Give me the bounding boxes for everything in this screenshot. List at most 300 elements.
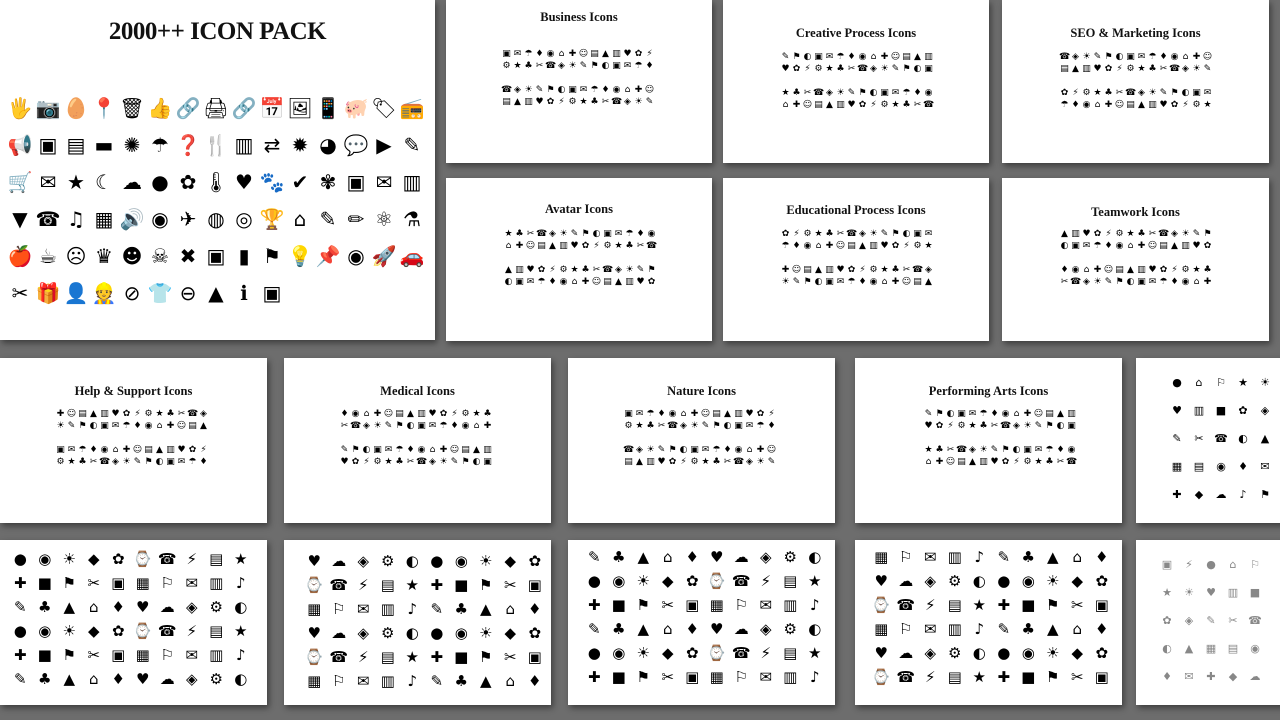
set-icon: ⚡ xyxy=(924,596,936,614)
mini-icon: ▤ xyxy=(1126,100,1135,110)
set-icon: ◐ xyxy=(234,598,248,616)
pack-icon: ◉ xyxy=(151,207,169,231)
mini-icon: ▲ xyxy=(636,457,643,467)
set-icon: ▤ xyxy=(947,668,962,686)
set-icon: ✎ xyxy=(430,600,444,618)
mini-icon: ☎ xyxy=(99,457,111,467)
mini-icon: ♦ xyxy=(657,409,666,419)
card-avatar[interactable] xyxy=(446,178,712,341)
set-icon: ▥ xyxy=(209,646,224,664)
mini-icon: ✉ xyxy=(745,421,754,431)
mini-icon: ⚙ xyxy=(913,241,922,251)
set-icon: ⚑ xyxy=(62,646,76,664)
set-icon: ⌚ xyxy=(707,644,727,662)
set-icon: ⚡ xyxy=(924,668,936,686)
mini-icon: ♦ xyxy=(89,445,98,455)
pack-icon: ✈ xyxy=(179,207,197,231)
mini-icon: ◈ xyxy=(1083,277,1090,287)
mini-icon: ✚ xyxy=(781,265,790,275)
card-icons-c[interactable] xyxy=(568,540,835,705)
pack-icon: ▦ xyxy=(94,207,114,231)
set-icon: ♦ xyxy=(1095,548,1109,566)
mini-icon: ◐ xyxy=(679,445,688,455)
mini-icon: ✚ xyxy=(880,52,889,62)
mini-icon: ✎ xyxy=(990,445,999,455)
set-icon: ▦ xyxy=(874,548,889,566)
set-icon: ⌂ xyxy=(1195,376,1203,389)
mini-icon: ⌂ xyxy=(782,100,789,110)
mini-icon: ▥ xyxy=(417,409,426,419)
mini-icon: ◈ xyxy=(363,421,370,431)
set-icon: ⌂ xyxy=(88,670,99,688)
mini-icon: ✿ xyxy=(847,265,856,275)
set-icon: ☁ xyxy=(1249,670,1261,683)
mini-icon: ⌂ xyxy=(473,421,480,431)
set-icon: ◉ xyxy=(454,552,468,570)
mini-icon: ◉ xyxy=(144,421,153,431)
mini-icon: ▣ xyxy=(568,85,577,95)
mini-icon: ✉ xyxy=(384,445,393,455)
set-icon: ▣ xyxy=(1094,596,1109,614)
pack-icon: 👕 xyxy=(147,281,173,305)
mini-icon: ▣ xyxy=(603,229,612,239)
mini-icon: ☺ xyxy=(525,241,536,251)
mini-icon: ♦ xyxy=(1159,52,1168,62)
mini-icon: ◐ xyxy=(1115,52,1124,62)
set-icon: ✚ xyxy=(1172,488,1182,501)
pack-icon: ⚗ xyxy=(403,207,421,231)
mini-icon: ▤ xyxy=(847,241,856,251)
mini-icon: ⚙ xyxy=(957,421,966,431)
mini-icon: ✎ xyxy=(133,457,142,467)
set-icon: ▥ xyxy=(380,672,395,690)
mini-icon: ▥ xyxy=(825,265,834,275)
pack-icon: ❓ xyxy=(175,133,201,157)
set-icon: ✚ xyxy=(997,596,1011,614)
set-icon: ✿ xyxy=(1162,614,1172,627)
set-icon: ⚑ xyxy=(636,668,650,686)
mini-icon: ✿ xyxy=(581,241,590,251)
set-icon: ▥ xyxy=(783,596,798,614)
mini-icon: ▥ xyxy=(625,277,634,287)
set-icon: ✿ xyxy=(111,622,125,640)
set-icon: ✿ xyxy=(1095,572,1109,590)
card-icon-grid xyxy=(623,410,777,470)
mini-icon: ♦ xyxy=(792,241,801,251)
set-icon: ✂ xyxy=(1228,614,1238,627)
mini-icon: ★ xyxy=(1034,457,1043,467)
pack-icon: 👤 xyxy=(63,281,89,305)
pack-icon: 👍 xyxy=(147,96,173,120)
mini-icon: ★ xyxy=(579,97,588,107)
set-icon: ★ xyxy=(405,576,419,594)
set-icon: ☀ xyxy=(1260,376,1270,389)
mini-icon: ▲ xyxy=(1057,409,1064,419)
pack-icon: 📅 xyxy=(259,96,285,120)
mini-icon: ▤ xyxy=(957,457,966,467)
pack-icon: ✉ xyxy=(375,170,393,194)
mini-icon: ✉ xyxy=(968,409,977,419)
mini-icon: ✂ xyxy=(535,61,544,71)
set-icon: ♦ xyxy=(111,598,125,616)
mini-icon: ♦ xyxy=(601,85,610,95)
mini-icon: ◐ xyxy=(814,277,823,287)
set-icon: ● xyxy=(430,624,444,642)
mini-icon: ✂ xyxy=(89,457,98,467)
mini-icon: ✿ xyxy=(1203,241,1212,251)
mini-icon: ★ xyxy=(67,457,76,467)
set-icon: ☀ xyxy=(1046,644,1060,662)
mini-icon: ✎ xyxy=(1192,229,1201,239)
set-icon: ☎ xyxy=(731,644,751,662)
mini-icon: ✉ xyxy=(825,52,834,62)
set-icon: ◐ xyxy=(234,670,248,688)
pack-icon: 🏷 xyxy=(371,96,397,120)
set-icon: ◆ xyxy=(504,552,517,570)
set-icon: ✂ xyxy=(661,596,675,614)
mini-icon: ▤ xyxy=(78,409,87,419)
pack-icon: 📱 xyxy=(315,96,341,120)
mini-icon: ♥ xyxy=(836,265,845,275)
set-icon: ♥ xyxy=(710,548,724,566)
card-medical[interactable] xyxy=(284,358,551,523)
mini-icon: ★ xyxy=(1203,100,1212,110)
mini-icon: ☎ xyxy=(545,61,557,71)
mini-icon: ⚡ xyxy=(680,457,687,467)
pack-icon: ▣ xyxy=(38,133,58,157)
set-icon: ◉ xyxy=(612,644,626,662)
set-icon: ◈ xyxy=(1184,614,1194,627)
set-icon: ♥ xyxy=(307,624,321,642)
mini-icon: ✉ xyxy=(513,49,522,59)
set-icon: ◆ xyxy=(1228,670,1238,683)
mini-icon: ◈ xyxy=(624,97,631,107)
mini-icon: ♥ xyxy=(111,409,120,419)
mini-icon: ◐ xyxy=(89,421,98,431)
mini-icon: ♣ xyxy=(625,241,634,251)
mini-icon: ✚ xyxy=(1203,277,1212,287)
set-icon: ✚ xyxy=(587,596,601,614)
card-help-support[interactable] xyxy=(0,358,267,523)
mini-icon: ▲ xyxy=(156,445,163,455)
set-icon: ☎ xyxy=(1214,432,1228,445)
card-icon-grid xyxy=(503,230,657,290)
hero-card[interactable] xyxy=(0,0,435,340)
set-icon: ◆ xyxy=(87,550,100,568)
mini-icon: ◈ xyxy=(200,409,207,419)
pack-icon: 🎁 xyxy=(35,281,61,305)
mini-icon: ⚙ xyxy=(56,457,65,467)
mini-icon: ◐ xyxy=(803,52,812,62)
mini-icon: ✂ xyxy=(406,457,415,467)
mini-icon: ✎ xyxy=(792,277,801,287)
mini-icon: ⚙ xyxy=(814,64,823,74)
set-icon: ✎ xyxy=(587,548,601,566)
set-icon: ◈ xyxy=(357,624,370,642)
card-business[interactable] xyxy=(446,0,712,163)
set-icon: ⚐ xyxy=(899,548,913,566)
set-icon: ▤ xyxy=(783,572,798,590)
mini-icon: ⚑ xyxy=(144,457,153,467)
mini-icon: ✉ xyxy=(579,85,588,95)
pack-icon: 📷 xyxy=(35,96,61,120)
mini-icon: ☺ xyxy=(766,445,777,455)
set-icon: ♪ xyxy=(809,596,820,614)
set-icon: ♣ xyxy=(1021,620,1035,638)
mini-icon: ▣ xyxy=(1126,52,1135,62)
mini-icon: ♥ xyxy=(880,241,889,251)
mini-icon: ⚙ xyxy=(1023,457,1032,467)
set-icon: ✿ xyxy=(528,624,542,642)
pack-icon: ✹ xyxy=(291,133,309,157)
mini-icon: ⚡ xyxy=(859,265,866,275)
mini-icon: ✂ xyxy=(990,421,999,431)
mini-icon: ◐ xyxy=(913,64,922,74)
mini-icon: ◐ xyxy=(1012,445,1021,455)
set-icon: ✿ xyxy=(685,572,699,590)
mini-icon: ★ xyxy=(513,61,522,71)
mini-icon: ⚡ xyxy=(1013,457,1020,467)
card-title: Educational Process Icons xyxy=(786,203,926,217)
mini-icon: ◐ xyxy=(406,421,415,431)
set-icon: ♦ xyxy=(685,548,699,566)
set-icon: ⌂ xyxy=(1072,620,1083,638)
card-partial-right[interactable] xyxy=(1136,358,1280,523)
mini-icon: ♦ xyxy=(406,445,415,455)
set-icon: ⚐ xyxy=(1250,558,1260,571)
mini-icon: ▥ xyxy=(924,52,933,62)
pack-icon: 🐖 xyxy=(343,96,369,120)
mini-icon: ⚑ xyxy=(1203,229,1212,239)
mini-icon: ◐ xyxy=(1181,88,1190,98)
set-icon: ✎ xyxy=(430,672,444,690)
set-icon: ☀ xyxy=(636,572,650,590)
mini-icon: ✉ xyxy=(623,61,632,71)
mini-icon: ⚡ xyxy=(200,445,207,455)
set-icon: ♥ xyxy=(136,670,150,688)
mini-icon: ♥ xyxy=(428,409,437,419)
pack-icon: 🖨 xyxy=(203,96,229,120)
pack-icon: 🐾 xyxy=(259,170,285,194)
set-icon: ⚙ xyxy=(783,548,797,566)
set-icon: ♦ xyxy=(685,620,699,638)
mini-icon: ♥ xyxy=(1148,265,1157,275)
mini-icon: ☎ xyxy=(623,445,635,455)
set-icon: ▣ xyxy=(685,668,700,686)
pack-icon: ☻ xyxy=(121,244,143,268)
mini-icon: ▣ xyxy=(1192,88,1201,98)
mini-icon: ✿ xyxy=(188,445,197,455)
mini-icon: ✎ xyxy=(535,85,544,95)
card-educational-process[interactable] xyxy=(723,178,989,341)
set-icon: ☎ xyxy=(329,648,349,666)
card-seo-marketing[interactable] xyxy=(1002,0,1269,163)
card-teamwork[interactable] xyxy=(1002,178,1269,341)
card-creative-process[interactable] xyxy=(723,0,989,163)
set-icon: ▦ xyxy=(1171,460,1183,473)
mini-icon: ☺ xyxy=(591,277,602,287)
mini-icon: ▤ xyxy=(395,409,404,419)
set-icon: ⚑ xyxy=(62,574,76,592)
mini-icon: ★ xyxy=(472,409,481,419)
mini-icon: ▲ xyxy=(724,409,731,419)
mini-icon: ☀ xyxy=(836,88,845,98)
mini-icon: ☀ xyxy=(869,229,878,239)
mini-icon: ☀ xyxy=(524,85,533,95)
mini-icon: ▤ xyxy=(913,277,922,287)
set-icon: ▥ xyxy=(1193,404,1205,417)
card-nature[interactable] xyxy=(568,358,835,523)
set-icon: ✉ xyxy=(759,596,773,614)
set-icon: ▥ xyxy=(947,548,962,566)
set-icon: ⚡ xyxy=(760,572,772,590)
set-icon: ♪ xyxy=(235,646,246,664)
mini-icon: ⚑ xyxy=(1104,52,1113,62)
set-icon: ✉ xyxy=(356,672,370,690)
mini-icon: ⌂ xyxy=(363,409,370,419)
mini-icon: ⌂ xyxy=(112,445,119,455)
pack-icon: ✔ xyxy=(291,170,309,194)
mini-icon: ☺ xyxy=(1033,409,1044,419)
mini-icon: ✎ xyxy=(924,409,933,419)
mini-icon: ☎ xyxy=(1070,277,1082,287)
mini-icon: ☀ xyxy=(439,457,448,467)
set-icon: ☁ xyxy=(898,572,914,590)
mini-icon: ♦ xyxy=(645,61,654,71)
card-icons-d[interactable] xyxy=(855,540,1122,705)
mini-icon: ◈ xyxy=(969,445,976,455)
mini-icon: ▲ xyxy=(615,277,622,287)
mini-icon: ▥ xyxy=(1181,241,1190,251)
mini-icon: ✎ xyxy=(384,421,393,431)
set-icon: ☁ xyxy=(898,644,914,662)
mini-icon: ✉ xyxy=(67,445,76,455)
pack-icon: 🖼 xyxy=(287,96,313,120)
mini-icon: ✿ xyxy=(1159,265,1168,275)
mini-icon: ♥ xyxy=(924,421,933,431)
set-icon: ◉ xyxy=(38,550,52,568)
set-icon: ▦ xyxy=(1205,642,1217,655)
set-icon: ♥ xyxy=(307,552,321,570)
set-icon: ■ xyxy=(1249,586,1261,599)
mini-icon: ✎ xyxy=(636,265,645,275)
mini-icon: ▣ xyxy=(166,457,175,467)
set-icon: ✿ xyxy=(685,644,699,662)
set-icon: ⚙ xyxy=(948,644,962,662)
mini-icon: ▥ xyxy=(524,97,533,107)
mini-icon: ◈ xyxy=(1072,52,1079,62)
mini-icon: ♣ xyxy=(581,265,590,275)
set-icon: ✂ xyxy=(503,648,517,666)
set-icon: ◈ xyxy=(924,572,937,590)
mini-icon: ⌂ xyxy=(1127,241,1134,251)
mini-icon: ☎ xyxy=(667,421,679,431)
mini-icon: ✿ xyxy=(668,457,677,467)
set-icon: ⚑ xyxy=(1046,596,1060,614)
mini-icon: ◈ xyxy=(549,229,556,239)
mini-icon: ▤ xyxy=(803,265,812,275)
mini-icon: ◐ xyxy=(946,409,955,419)
mini-icon: ⚑ xyxy=(351,445,360,455)
mini-icon: ⌂ xyxy=(1182,52,1189,62)
mini-icon: ⚑ xyxy=(935,409,944,419)
mini-icon: ⚙ xyxy=(144,409,153,419)
set-icon: ◆ xyxy=(87,622,100,640)
mini-icon: ◉ xyxy=(546,49,555,59)
mini-icon: ⚡ xyxy=(1105,229,1112,239)
mini-icon: ✉ xyxy=(428,421,437,431)
set-icon: ✂ xyxy=(87,574,101,592)
set-icon: ♣ xyxy=(454,600,468,618)
card-icon-grid xyxy=(582,548,827,692)
card-icons-e[interactable] xyxy=(1136,540,1280,705)
mini-icon: ⌂ xyxy=(1094,100,1101,110)
mini-icon: ✿ xyxy=(792,64,801,74)
mini-icon: ✂ xyxy=(946,445,955,455)
mini-icon: ⚡ xyxy=(451,409,458,419)
set-icon: ■ xyxy=(611,668,626,686)
mini-icon: ⌂ xyxy=(505,241,512,251)
set-icon: ■ xyxy=(37,646,52,664)
set-icon: ☀ xyxy=(1184,586,1194,599)
card-icon-grid xyxy=(302,552,547,696)
set-icon: ⚡ xyxy=(186,622,198,640)
mini-icon: ☺ xyxy=(700,409,711,419)
mini-icon: ◉ xyxy=(1001,409,1010,419)
mini-icon: ▥ xyxy=(483,445,492,455)
mini-icon: ▲ xyxy=(969,457,976,467)
mini-icon: ◉ xyxy=(734,445,743,455)
mini-icon: ◈ xyxy=(514,85,521,95)
pack-icon: ⇄ xyxy=(263,133,281,157)
mini-icon: ◉ xyxy=(1082,100,1091,110)
mini-icon: ⚡ xyxy=(558,97,565,107)
set-icon: ✎ xyxy=(997,620,1011,638)
mini-icon: ⚡ xyxy=(903,241,910,251)
mini-icon: ✚ xyxy=(1137,241,1146,251)
card-icons-b[interactable] xyxy=(284,540,551,705)
mini-icon: ♣ xyxy=(1137,229,1146,239)
set-icon: ☀ xyxy=(62,550,76,568)
mini-icon: ✉ xyxy=(526,277,535,287)
mini-icon: ▥ xyxy=(1137,265,1146,275)
mini-icon: ♥ xyxy=(745,409,754,419)
card-icons-a[interactable] xyxy=(0,540,267,705)
card-performing-arts[interactable] xyxy=(855,358,1122,523)
mini-icon: ✂ xyxy=(636,241,645,251)
mini-icon: ✂ xyxy=(1056,457,1065,467)
mini-icon: ✎ xyxy=(781,52,790,62)
mini-icon: ▥ xyxy=(979,457,988,467)
mini-icon: ☎ xyxy=(1000,421,1012,431)
mini-icon: ⌂ xyxy=(815,241,822,251)
mini-icon: ▥ xyxy=(612,49,621,59)
mini-icon: ☎ xyxy=(416,457,428,467)
card-icon-grid xyxy=(780,53,934,113)
mini-icon: ▲ xyxy=(200,421,207,431)
pack-icon: 🥚 xyxy=(63,96,89,120)
mini-icon: ▲ xyxy=(1061,229,1068,239)
set-icon: ♥ xyxy=(136,598,150,616)
mini-icon: ✂ xyxy=(847,64,856,74)
mini-icon: ✚ xyxy=(634,85,643,95)
mini-icon: ▲ xyxy=(1127,265,1134,275)
mini-icon: ★ xyxy=(635,421,644,431)
card-icon-grid xyxy=(1059,230,1213,290)
mini-icon: ⚑ xyxy=(858,88,867,98)
pack-icon: 📢 xyxy=(7,133,33,157)
mini-icon: ◉ xyxy=(1067,445,1076,455)
